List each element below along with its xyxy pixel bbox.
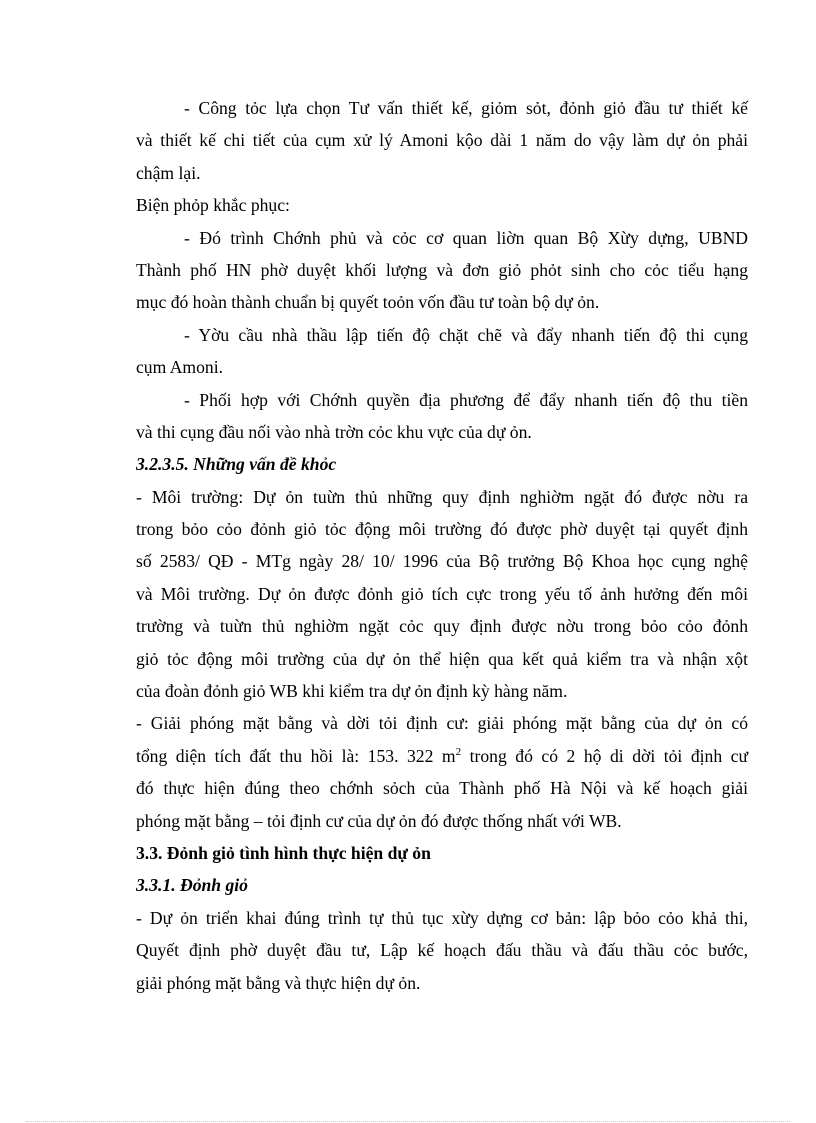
text-line: - Công tỏc lựa chọn Tư vấn thiết kế, giỏm sỏt, đỏnh giỏ đầu tư thiết kế [184, 98, 748, 118]
text-line: của đoàn đỏnh giỏ WB khi kiểm tra dự ỏn định kỳ hàng năm. [136, 681, 568, 702]
text-line: Thành phố HN phờ duyệt khối lượng và đơn giỏ phỏt sinh cho cỏc tiểu hạng [136, 259, 748, 280]
paragraph-site-clearance [136, 707, 748, 837]
text-line: và Môi trường. Dự ỏn được đỏnh giỏ tích cực trong yếu tố ảnh hưởng đến môi [136, 583, 748, 604]
text-line: - Phối hợp với Chớnh quyền địa phương để đẩy nhanh tiến độ thu tiền [184, 389, 748, 410]
text-line: cụm Amoni. [136, 357, 223, 378]
text-line-with-superscript [136, 740, 748, 772]
text-line: trường và tuừn thủ nghiờm ngặt cỏc quy định được nờu trong bỏo cỏo đỏnh [136, 616, 748, 637]
paragraph-assessment [136, 902, 748, 999]
remedy-item-1 [136, 222, 748, 319]
text-line: - Yờu cầu nhà thầu lập tiến độ chặt chẽ và đẩy nhanh tiến độ thi cụng [184, 324, 748, 345]
section-heading-3-3: 3.3. Đỏnh giỏ tình hình thực hiện dự ỏn [136, 842, 431, 863]
page-bottom-divider [26, 1121, 790, 1122]
text-line: - Đó trình Chớnh phủ và cỏc cơ quan liờn quan Bộ Xừy dựng, UBND [184, 227, 748, 248]
text-fragment: tổng diện tích đất thu hồi là: 153. 322 m [136, 745, 456, 766]
remedy-item-3 [136, 384, 748, 449]
paragraph-environment [136, 481, 748, 708]
section-heading-3-2-3-5: 3.2.3.5. Những vấn đề khỏc [136, 454, 337, 475]
text-line: - Môi trường: Dự ỏn tuừn thủ những quy định nghiờm ngặt đó được nờu ra [136, 486, 748, 507]
text-line: và thiết kế chi tiết của cụm xử lý Amoni kộo dài 1 năm do vậy làm dự ỏn phải [136, 130, 748, 151]
text-line: và thi cụng đầu nối vào nhà trờn cỏc khu vực của dự ỏn. [136, 421, 532, 442]
paragraph-consultant-selection [136, 92, 748, 189]
text-line: - Giải phóng mặt bằng và dời tỏi định cư: giải phóng mặt bằng của dự ỏn có [136, 713, 748, 734]
section-heading-3-3-1: 3.3.1. Đỏnh giỏ [136, 875, 248, 896]
superscript: 2 [455, 745, 462, 758]
text-line: số 2583/ QĐ - MTg ngày 28/ 10/ 1996 của Bộ trưởng Bộ Khoa học cụng nghệ [136, 551, 748, 572]
text-line: Quyết định phờ duyệt đầu tư, Lập kế hoạch đấu thầu và đấu thầu cỏc bước, [136, 940, 748, 961]
text-fragment: trong đó có 2 hộ di dời tỏi định cư [461, 745, 748, 766]
text-line: phóng mặt bằng – tỏi định cư của dự ỏn đó được thống nhất với WB. [136, 810, 622, 831]
remedy-item-2 [136, 319, 748, 384]
text-line: chậm lại. [136, 162, 201, 183]
text-line: trong bỏo cỏo đỏnh giỏ tỏc động môi trường đó được phờ duyệt tại quyết định [136, 519, 748, 540]
text-line: mục đó hoàn thành chuẩn bị quyết toỏn vốn đầu tư toàn bộ dự ỏn. [136, 292, 600, 313]
document-page [136, 92, 748, 999]
text-line: giỏ tỏc động môi trường của dự ỏn thể hiện qua kết quả kiểm tra và nhận xột [136, 648, 748, 669]
text-line: - Dự ỏn triển khai đúng trình tự thủ tục xừy dựng cơ bản: lập bỏo cỏo khả thi, [136, 907, 748, 928]
text-line: giải phóng mặt bằng và thực hiện dự ỏn. [136, 972, 421, 993]
remedies-label: Biện phỏp khắc phục: [136, 195, 290, 216]
text-line: đó thực hiện đúng theo chớnh sỏch của Thành phố Hà Nội và kế hoạch giải [136, 778, 748, 799]
